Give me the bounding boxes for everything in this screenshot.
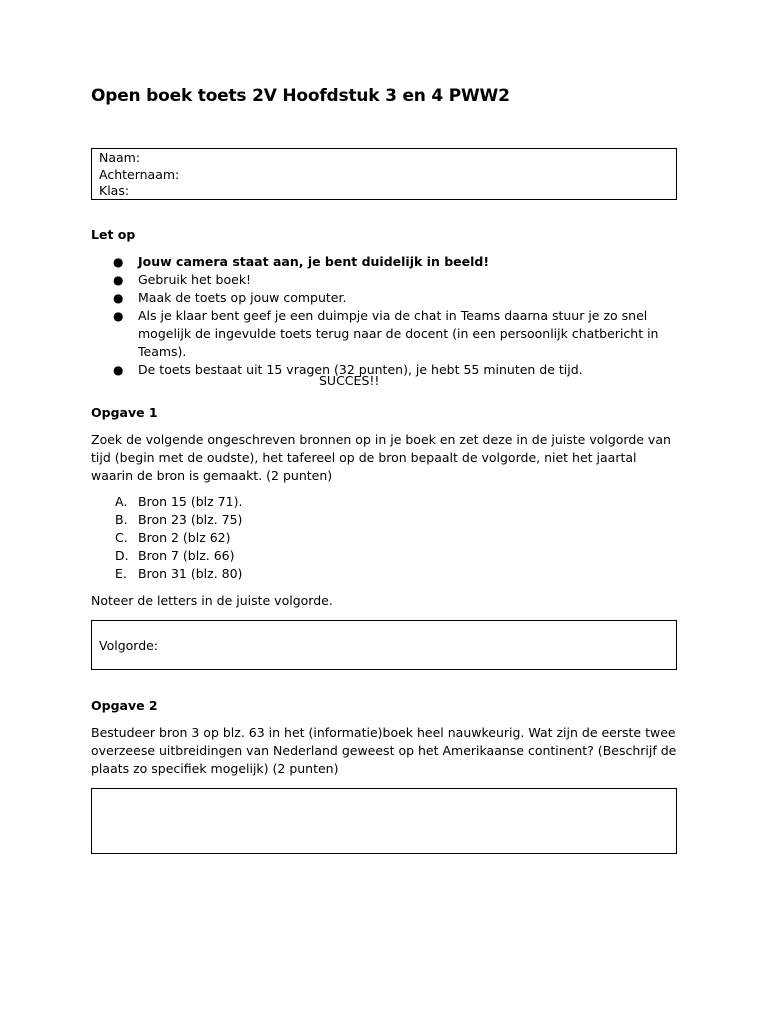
class-field-label[interactable]: Klas: [99,183,130,198]
opgave-2-heading: Opgave 2 [91,698,158,713]
opgave-1-question: Zoek de volgende ongeschreven bronnen op in je boek en zet deze in de juiste volgorde van tijd (begin met de oudste), het tafereel op de bron bepaalt de volgorde, niet het jaartal waarin de bron is gemaakt. (2 punten) [91,432,671,483]
opgave-2-answer-box[interactable] [91,788,677,854]
let-op-heading: Let op [91,227,136,242]
list-item: D. Bron 7 (blz. 66) [115,548,235,563]
list-item: A. Bron 15 (blz 71). [115,494,243,509]
bullet-icon: ● [113,273,124,287]
document-title: Open boek toets 2V Hoofdstuk 3 en 4 PWW2 [91,86,510,106]
order-answer-box[interactable] [91,620,677,670]
list-item: E. Bron 31 (blz. 80) [115,566,243,581]
list-item: C. Bron 2 (blz 62) [115,530,231,545]
list-item: ● Jouw camera staat aan, je bent duidelijk in beeld! [113,254,490,269]
name-field-label[interactable]: Naam: [99,150,141,165]
list-item: ● De toets bestaat uit 15 vragen (32 punten), je hebt 55 minuten de tijd. [113,362,583,377]
bullet-icon: ● [113,309,124,323]
bullet-icon: ● [113,291,124,305]
bullet-icon: ● [113,255,124,269]
list-item: ● Als je klaar bent geef je een duimpje via de chat in Teams daarna stuur je zo snel mogelijk de ingevulde toets terug naar de docent (in een persoonlijk chatbericht in Teams). [113,308,659,359]
list-item: B. Bron 23 (blz. 75) [115,512,243,527]
surname-field-label[interactable]: Achternaam: [99,166,180,182]
opgave-2-question: Bestudeer bron 3 op blz. 63 in het (informatie)boek heel nauwkeurig. Wat zijn de eerste twee overzeese uitbreidingen van Nederland geweest op het Amerikaanse continent? (Beschrijf de plaats zo specifiek mogelijk) (2 punten) [91,725,677,776]
rules-list [91,253,677,379]
sources-list [91,493,677,583]
list-item: ● Gebruik het boek! [113,272,252,287]
opgave-1-heading: Opgave 1 [91,405,158,420]
order-answer-label: Volgorde: [99,638,159,653]
student-info-box [91,148,677,200]
list-item: ● Maak de toets op jouw computer. [113,290,347,305]
bullet-icon: ● [113,363,124,377]
succes-text: SUCCES!! [319,373,380,388]
opgave-1-instruction: Noteer de letters in de juiste volgorde. [91,593,333,608]
